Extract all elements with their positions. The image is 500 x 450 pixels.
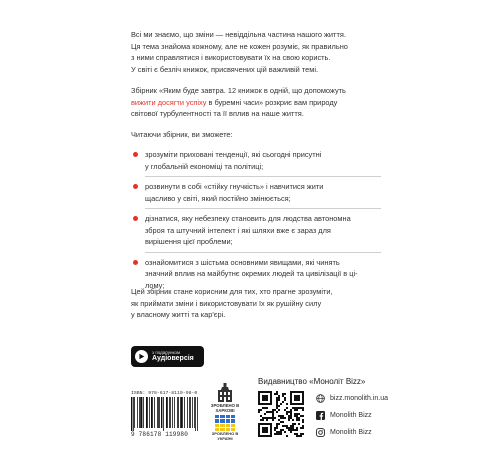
facebook-icon — [316, 411, 325, 420]
closing-line: як приймати зміни і використовувати їх як рушійну силу — [131, 298, 322, 308]
list-item-line: зброя та штучний інтелект і які шляхи вже є зараз для — [145, 225, 331, 235]
bullet-dot-icon — [133, 216, 138, 221]
instagram-text: Monolith Bizz — [330, 429, 372, 436]
kharkiv-caption: ЗРОБЛЕНО В ХАРКОВІ — [210, 403, 240, 413]
list-item — [131, 213, 381, 248]
divider — [145, 252, 381, 253]
collection-paragraph — [131, 85, 381, 120]
bullet-dot-icon — [133, 184, 138, 189]
website-text: bizz.monolith.in.ua — [330, 395, 388, 402]
qr-code-image[interactable] — [258, 391, 304, 437]
facebook-link[interactable] — [316, 407, 388, 424]
made-in-kharkiv-badge — [210, 383, 240, 413]
collection-line: Збірник «Яким буде завтра. 12 книжок в одній, що допоможуть — [131, 86, 346, 95]
collection-line — [131, 97, 381, 109]
intro-line: У світі є безліч книжок, присвячених цій важливій темі. — [131, 64, 319, 74]
list-item-line: лому; — [145, 280, 165, 290]
instagram-icon — [316, 428, 325, 437]
intro-line: Всі ми знаємо, що зміни — невіддільна частина нашого життя. — [131, 30, 346, 39]
publisher-name: Видавництво «Моноліт Bizz» — [258, 377, 366, 386]
intro-paragraph — [131, 29, 381, 75]
divider — [145, 208, 381, 209]
building-icon — [214, 383, 236, 403]
ukraine-caption: ЗРОБЛЕНО В УКРАЇНІ — [211, 431, 239, 441]
list-item-line: у глобальній економіці та політиці; — [145, 161, 264, 171]
intro-line: з ними справлятися і використовувати їх на свою користь. — [131, 53, 331, 62]
closing-paragraph — [131, 286, 381, 321]
contact-list — [316, 390, 388, 441]
audio-badge-title: Аудіоверсія — [152, 355, 194, 362]
ukraine-flag-icon — [215, 415, 235, 431]
divider — [145, 176, 381, 177]
instagram-link[interactable] — [316, 424, 388, 441]
list-item — [131, 149, 381, 172]
play-icon — [135, 350, 148, 363]
list-item-line: вирішення цієї проблеми; — [145, 237, 233, 246]
website-link[interactable] — [316, 390, 388, 407]
closing-line: Цей збірник стане корисним для тих, хто прагне зрозуміти, — [131, 287, 333, 296]
collection-line: світової турбулентності та її вплив на наше життя. — [131, 109, 304, 118]
list-item-line: щасливо у світі, який постійно змінюється; — [145, 193, 291, 203]
list-item-line: ознайомитися з шістьма основними явищами, які чинять — [145, 257, 340, 267]
benefits-list — [131, 149, 381, 291]
bullet-dot-icon — [133, 260, 138, 265]
list-item-line: значний вплив на майбутнє окремих людей та цивілізації в ці- — [145, 269, 358, 278]
isbn-text: ISBN: 978-617-8119-98-0 — [131, 391, 198, 396]
globe-icon — [316, 394, 325, 403]
barcode-image — [131, 397, 198, 431]
bullet-dot-icon — [133, 152, 138, 157]
made-in-ukraine-badge — [210, 415, 240, 442]
lead-text: Читаючи збірник, ви зможете: — [131, 130, 233, 139]
audio-version-badge[interactable] — [131, 346, 204, 367]
intro-line: Ця тема знайома кожному, але не кожен розуміє, як правильно — [131, 41, 348, 51]
list-item-line: дізнатися, яку небезпеку становить для людства автономна — [145, 214, 351, 223]
barcode-digits: 9 786178 119980 — [131, 431, 189, 438]
facebook-text: Monolith Bizz — [330, 412, 372, 419]
collection-line-rest: в буремні часи» розкриє вам природу — [206, 97, 338, 107]
list-item-line: зрозуміти приховані тенденції, які сьогодні присутні — [145, 150, 322, 159]
highlight-text: вижити досягти успіху — [131, 97, 207, 107]
list-item-line: розвинути в собі «стійку гнучкість» і навчитися жити — [145, 182, 324, 191]
closing-line: у власному житті та кар'єрі. — [131, 310, 226, 319]
list-item — [131, 181, 381, 204]
audio-badge-caption: з подарунком — [152, 350, 181, 355]
